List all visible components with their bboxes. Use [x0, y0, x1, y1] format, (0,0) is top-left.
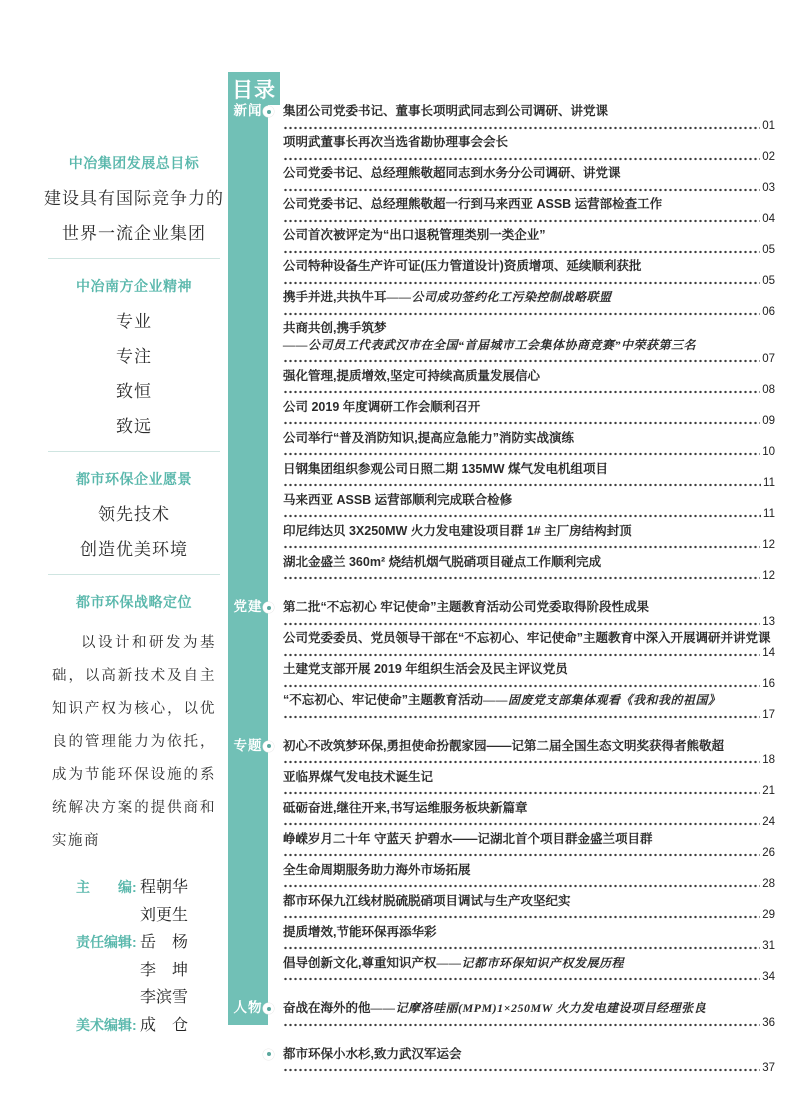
entry-title-line — [283, 134, 775, 151]
entry-leader — [283, 754, 775, 766]
entry-title: 砥砺奋进,继往开来,书写运维服务板块新篇章 — [283, 800, 528, 815]
dotted-leader — [283, 853, 760, 857]
entry-title-line — [283, 955, 775, 972]
toc-entry — [283, 320, 775, 365]
dotted-leader — [283, 791, 760, 795]
entry-leader — [283, 120, 775, 132]
page-number: 02 — [762, 150, 775, 163]
editor-name: 程朝华 — [140, 879, 189, 896]
entry-title: 倡导创新文化,尊重知识产权 — [283, 955, 437, 970]
entry-leader — [283, 306, 775, 318]
entry-leader — [283, 182, 775, 194]
toc-entry — [283, 289, 775, 318]
entry-title-line — [283, 227, 775, 244]
entry-leader — [283, 539, 775, 551]
sidebar-divider — [48, 451, 220, 452]
entry-title-line — [283, 831, 775, 848]
sidebar-line: 创造优美环境 — [80, 540, 188, 559]
toc-entry — [283, 800, 775, 829]
page-number: 36 — [762, 1016, 775, 1029]
entry-leader — [283, 275, 775, 287]
dotted-leader — [283, 1023, 760, 1027]
entry-leader — [283, 1062, 775, 1074]
editor-row — [76, 874, 230, 902]
toc-entry — [283, 165, 775, 194]
toc-section-新闻 — [233, 103, 775, 582]
entry-leader — [283, 816, 775, 828]
page-number: 16 — [762, 677, 775, 690]
dotted-leader — [283, 281, 760, 285]
entry-title: 公司特种设备生产许可证(压力管道设计)资质增项、延续顺利获批 — [283, 259, 642, 273]
editor-name: 刘更生 — [140, 906, 189, 924]
entry-title-line — [283, 893, 775, 910]
entry-title: 第二批“不忘初心 牢记使命”主题教育活动公司党委取得阶段性成果 — [283, 600, 649, 614]
entry-title: 日钢集团组织参观公司日照二期 135MW 煤气发电机组项目 — [283, 461, 609, 476]
toc-section-文化 — [233, 1045, 775, 1075]
entry-title: 都市环保九江线材脱硫脱硝项目调试与生产攻坚纪实 — [283, 893, 571, 908]
page-number: 11 — [763, 477, 775, 489]
dotted-leader — [283, 157, 760, 161]
entry-title-line — [283, 430, 775, 447]
page-number: 04 — [762, 212, 775, 225]
dotted-leader — [283, 452, 760, 456]
dotted-leader — [283, 760, 760, 764]
page-number: 31 — [762, 940, 775, 952]
page-number: 37 — [762, 1062, 775, 1074]
entry-leader — [283, 616, 775, 628]
entry-title-line — [283, 862, 775, 879]
editor-role-label — [76, 984, 140, 1011]
editor-name: 成 仓 — [140, 1016, 189, 1034]
page-number: 01 — [762, 119, 775, 132]
editor-role-label — [76, 902, 140, 929]
toc-entry — [283, 692, 775, 721]
page-number: 14 — [762, 646, 775, 659]
left-sidebar — [38, 150, 230, 1039]
sidebar-line: 致远 — [116, 417, 152, 436]
section-label: 党建 — [233, 599, 263, 614]
dotted-leader — [283, 653, 760, 657]
toc-entry — [283, 1046, 775, 1075]
sidebar-line: 致恒 — [116, 382, 152, 401]
section-bullet-dot — [267, 1007, 271, 1011]
entry-title: 马来西亚 ASSB 运营部顺利完成联合检修 — [283, 492, 513, 507]
entry-title-line — [283, 368, 775, 385]
dotted-leader — [283, 576, 760, 580]
toc-entry — [283, 955, 775, 984]
page-number: 06 — [762, 305, 775, 318]
entry-title: 峥嵘岁月二十年 守蓝天 护碧水——记湖北首个项目群金盛兰项目群 — [283, 831, 653, 846]
dotted-leader — [283, 946, 760, 950]
page-number: 05 — [762, 274, 775, 287]
entry-title: 公司 2019 年度调研工作会顺利召开 — [283, 399, 481, 414]
entry-title: 共商共创,携手筑梦 — [283, 321, 387, 335]
dotted-leader — [283, 915, 760, 919]
dotted-leader — [283, 1068, 760, 1072]
sidebar-line: 专业 — [116, 312, 152, 331]
editor-role-label — [76, 957, 140, 984]
entry-subtitle: ——记都市环保知识产权发展历程 — [436, 955, 624, 970]
entry-title: 强化管理,提质增效,坚定可持续高质量发展信心 — [283, 368, 540, 383]
entry-title: 初心不改筑梦环保,勇担使命扮靓家园——记第二届全国生态文明奖获得者熊敬超 — [283, 738, 724, 753]
entry-title-line — [283, 800, 775, 817]
entry-title: “不忘初心、牢记使命”主题教育活动 — [283, 693, 484, 707]
entry-title-line — [283, 661, 775, 678]
toc-entry — [283, 227, 775, 256]
toc-entry — [283, 630, 775, 659]
sidebar-divider — [48, 258, 220, 259]
editors-block — [38, 874, 230, 1039]
entry-leader — [283, 477, 775, 489]
entry-title: 土建党支部开展 2019 年组织生活会及民主评议党员 — [283, 662, 568, 676]
dotted-leader — [283, 359, 760, 363]
section-bullet-dot — [267, 744, 271, 748]
entry-leader — [283, 847, 775, 859]
entry-subtitle: ——固废党支部集体观看《我和我的祖国》 — [483, 693, 721, 707]
dotted-leader — [283, 545, 760, 549]
entry-title-line — [283, 1000, 775, 1017]
dotted-leader — [283, 250, 760, 254]
entry-leader — [283, 151, 775, 163]
editor-row — [76, 1012, 230, 1040]
toc-entry — [283, 661, 775, 690]
section-bullet-icon — [263, 1003, 274, 1014]
section-label: 人物 — [233, 1000, 263, 1015]
entry-title-line — [283, 196, 775, 213]
page-number: 24 — [762, 816, 775, 828]
entry-leader — [283, 878, 775, 890]
entry-leader — [283, 508, 775, 520]
entry-title: 奋战在海外的他 — [283, 1001, 371, 1015]
sidebar-paragraph: 以设计和研发为基础，以高新技术及自主知识产权为核心，以优良的管理能力为依托，成为节能环保设施的系统解决方案的提供商和实施商 — [52, 635, 216, 849]
entry-title-line — [283, 320, 775, 337]
entry-leader — [283, 244, 775, 256]
page-number: 10 — [762, 446, 775, 458]
editor-role-label: 主 编: — [76, 879, 137, 895]
toc-entry — [283, 599, 775, 628]
entry-leader — [283, 415, 775, 427]
sidebar-heading: 都市环保战略定位 — [76, 594, 192, 610]
entry-title: 都市环保小水杉,致力武汉军运会 — [283, 1046, 462, 1061]
toc-entry — [283, 893, 775, 922]
editor-row — [76, 984, 230, 1012]
entry-title-line — [283, 1046, 775, 1063]
entry-leader — [283, 909, 775, 921]
toc-section-专题 — [233, 737, 775, 984]
entry-title: 公司举行“普及消防知识,提高应急能力”消防实战演练 — [283, 430, 574, 445]
toc-entry — [283, 862, 775, 891]
entry-title-line — [283, 258, 775, 275]
page-number: 13 — [762, 615, 775, 628]
editor-name: 李滨雪 — [140, 989, 189, 1006]
entry-title-line — [283, 399, 775, 416]
sidebar-heading: 中冶南方企业精神 — [76, 278, 192, 294]
entry-title-line — [283, 523, 775, 540]
page-number: 17 — [762, 708, 775, 721]
editor-row — [76, 929, 230, 957]
editor-row — [76, 902, 230, 930]
toc-entry — [283, 258, 775, 287]
entry-subtitle-line — [283, 337, 775, 354]
entry-leader — [283, 446, 775, 458]
section-bullet-icon — [263, 741, 274, 752]
entry-title: 全生命周期服务助力海外市场拓展 — [283, 862, 471, 877]
entry-leader — [283, 1017, 775, 1029]
entry-leader — [283, 647, 775, 659]
entry-leader — [283, 940, 775, 952]
sidebar-blocks — [38, 154, 230, 858]
entry-title: 印尼纬达贝 3X250MW 火力发电建设项目群 1# 主厂房结构封顶 — [283, 523, 632, 538]
entry-title-line — [283, 630, 775, 647]
page-number: 21 — [762, 785, 775, 797]
entry-title-line — [283, 692, 775, 709]
toc-section-人物 — [233, 1000, 775, 1029]
section-bullet-icon — [263, 106, 274, 117]
entry-title-line — [283, 461, 775, 478]
toc-entry — [283, 461, 775, 490]
entry-title: 公司首次被评定为“出口退税管理类别一类企业” — [283, 228, 546, 242]
page-number: 28 — [762, 878, 775, 890]
page-number: 11 — [763, 508, 775, 520]
dotted-leader — [283, 715, 760, 719]
toc-entry — [283, 368, 775, 397]
editor-role-label: 责任编辑: — [76, 934, 137, 950]
toc-section-党建 — [233, 599, 775, 721]
dotted-leader — [283, 514, 761, 518]
entry-title-line — [283, 289, 775, 306]
sidebar-line: 世界一流企业集团 — [62, 224, 206, 243]
sidebar-divider — [48, 574, 220, 575]
page-number: 29 — [762, 909, 775, 921]
entry-title-line — [283, 492, 775, 509]
dotted-leader — [283, 219, 760, 223]
dotted-leader — [283, 622, 760, 626]
entry-title-line — [283, 924, 775, 941]
entry-title-line — [283, 103, 775, 120]
sidebar-line: 专注 — [116, 347, 152, 366]
toc-entry — [283, 492, 775, 521]
toc-entry — [283, 924, 775, 953]
toc-entry — [283, 831, 775, 860]
page-number: 26 — [762, 847, 775, 859]
editor-name: 李 坤 — [140, 961, 189, 979]
editor-role-label: 美术编辑: — [76, 1016, 137, 1033]
entry-leader — [283, 570, 775, 582]
toc-entry — [283, 103, 775, 132]
dotted-leader — [283, 684, 760, 688]
page-number: 18 — [762, 754, 775, 766]
toc-entry — [283, 523, 775, 552]
toc-entry — [283, 430, 775, 459]
toc-entry — [283, 554, 775, 583]
section-label: 文化 — [233, 1045, 263, 1061]
entry-title: 携手并进,共执牛耳 — [283, 290, 387, 304]
entry-subtitle: ——公司成功签约化工污染控制战略联盟 — [386, 290, 612, 304]
section-bullet-dot — [267, 606, 271, 610]
entry-title-line — [283, 554, 775, 571]
toc-entry — [283, 134, 775, 163]
page-number: 05 — [762, 243, 775, 256]
entry-title: 提质增效,节能环保再添华彩 — [283, 924, 437, 939]
entry-leader — [283, 384, 775, 396]
page-number: 09 — [762, 415, 775, 427]
entry-subtitle: ——公司员工代表武汉市在全国“首届城市工会集体协商竞赛”中荣获第三名 — [283, 337, 697, 352]
page-number: 03 — [762, 181, 775, 194]
dotted-leader — [283, 884, 760, 888]
entry-title-line — [283, 738, 775, 755]
toc-sections — [233, 103, 775, 1091]
entry-subtitle: ——记摩洛哇丽(MPM)1×250MW 火力发电建设项目经理张良 — [370, 1001, 707, 1015]
dotted-leader — [283, 188, 760, 192]
entry-title: 公司党委书记、总经理熊敬超同志到水务分公司调研、讲党课 — [283, 166, 621, 180]
page-number: 08 — [762, 384, 775, 396]
toc-section-bar — [228, 75, 268, 1025]
section-bullet-dot — [267, 1052, 271, 1056]
dotted-leader — [283, 126, 760, 130]
section-label: 新闻 — [233, 103, 263, 118]
sidebar-heading: 中冶集团发展总目标 — [68, 155, 200, 171]
entry-title: 湖北金盛兰 360m² 烧结机烟气脱硝项目碰点工作顺利完成 — [283, 554, 602, 569]
section-bullet-icon — [263, 602, 274, 613]
editor-name: 岳 杨 — [140, 934, 189, 951]
dotted-leader — [283, 483, 761, 487]
entry-title: 项明武董事长再次当选省勘协理事会会长 — [283, 135, 509, 149]
entry-leader — [283, 678, 775, 690]
page-number: 34 — [762, 971, 775, 983]
sidebar-line: 领先技术 — [98, 505, 170, 524]
section-bullet-dot — [267, 110, 271, 114]
dotted-leader — [283, 822, 760, 826]
entry-title-line — [283, 769, 775, 786]
page-number: 07 — [762, 353, 775, 365]
dotted-leader — [283, 421, 760, 425]
entry-leader — [283, 709, 775, 721]
entry-title: 公司党委委员、党员领导干部在“不忘初心、牢记使命”主题教育中深入开展调研并讲党课 — [283, 631, 771, 645]
entry-leader — [283, 353, 775, 365]
entry-title: 亚临界煤气发电技术诞生记 — [283, 769, 434, 784]
section-label: 专题 — [233, 737, 263, 753]
entry-leader — [283, 213, 775, 225]
sidebar-heading: 都市环保企业愿景 — [76, 471, 192, 487]
toc-entry — [283, 738, 775, 767]
page-number: 12 — [762, 539, 775, 551]
page-number: 12 — [762, 570, 775, 582]
entry-title: 公司党委书记、总经理熊敬超一行到马来西亚 ASSB 运营部检查工作 — [283, 197, 663, 211]
entry-leader — [283, 785, 775, 797]
entry-title: 集团公司党委书记、董事长项明武同志到公司调研、讲党课 — [283, 104, 609, 118]
entry-title-line — [283, 599, 775, 616]
editor-row — [76, 957, 230, 985]
toc-entry — [283, 769, 775, 798]
section-bullet-icon — [263, 1049, 274, 1060]
dotted-leader — [283, 312, 760, 316]
sidebar-line: 建设具有国际竞争力的 — [44, 189, 224, 208]
toc-entry — [283, 1000, 775, 1029]
dotted-leader — [283, 977, 760, 981]
dotted-leader — [283, 390, 760, 394]
toc-entry — [283, 399, 775, 428]
page-title: 目录 — [232, 79, 276, 102]
entry-title-line — [283, 165, 775, 182]
entry-leader — [283, 971, 775, 983]
toc-entry — [283, 196, 775, 225]
